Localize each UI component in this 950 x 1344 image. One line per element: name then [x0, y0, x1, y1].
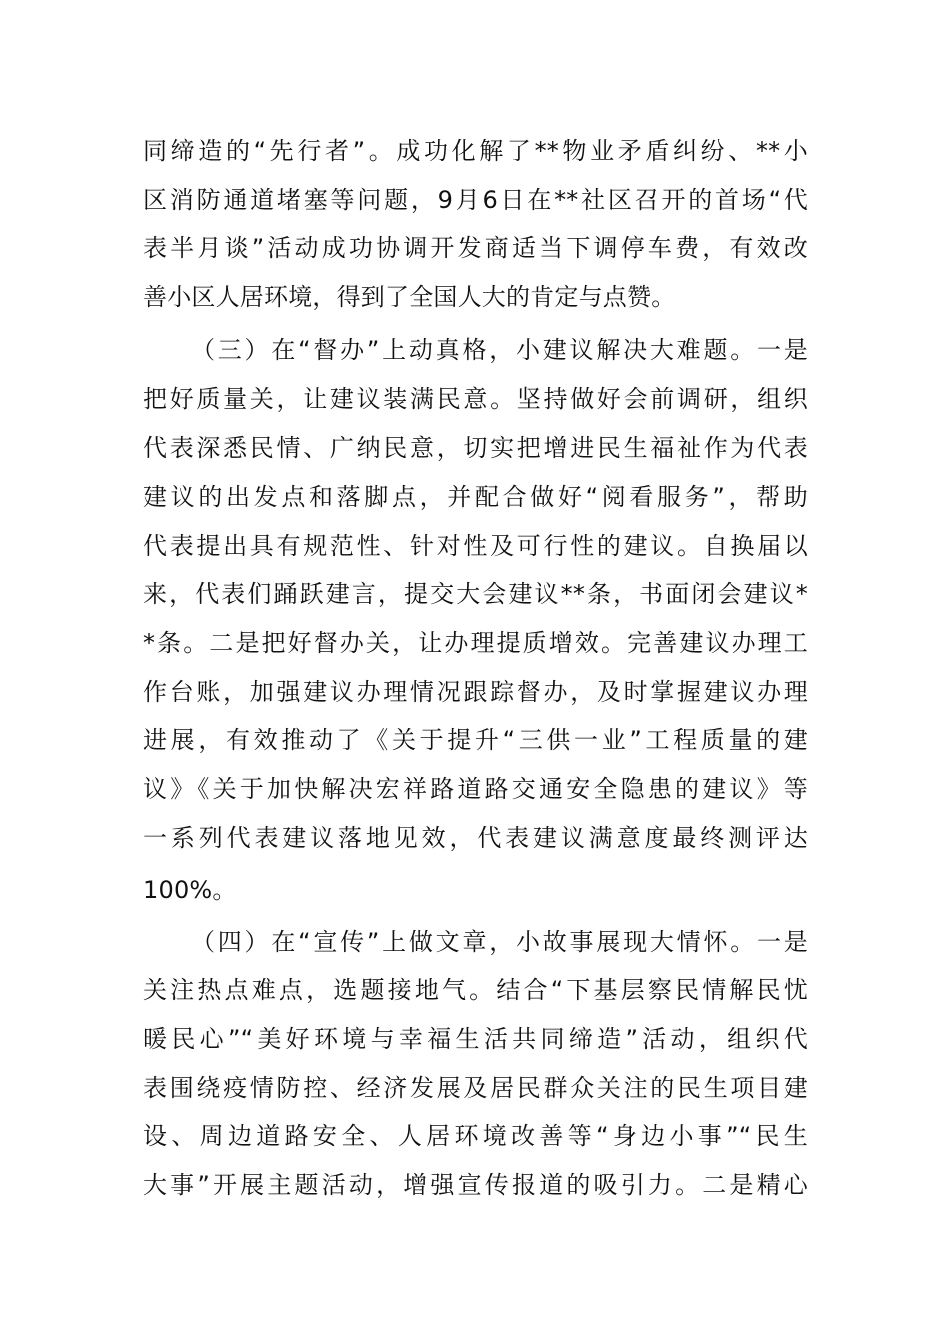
text-line: 大事”开展主题活动，增强宣传报道的吸引力。二是精心 — [143, 1171, 808, 1199]
text-line: 100%。 — [143, 876, 237, 904]
text-line: 议》《关于加快解决宏祥路道路交通安全隐患的建议》等 — [143, 775, 808, 803]
text-line: 来，代表们踊跃建言，提交大会建议**条，书面闭会建议* — [143, 580, 808, 608]
text-line: 建议的出发点和落脚点，并配合做好“阅看服务”，帮助 — [143, 483, 808, 511]
text-line: 代表提出具有规范性、针对性及可行性的建议。自换届以 — [143, 532, 808, 560]
text-line: 把好质量关，让建议装满民意。坚持做好会前调研，组织 — [143, 385, 808, 413]
section-heading-line: （三）在“督办”上动真格，小建议解决大难题。一是 — [191, 336, 808, 364]
text-line: 设、周边道路安全、人居环境改善等“身边小事”“民生 — [143, 1122, 808, 1150]
text-line: 表围绕疫情防控、经济发展及居民群众关注的民生项目建 — [143, 1074, 808, 1102]
text-line: 代表深悉民情、广纳民意，切实把增进民生福祉作为代表 — [143, 434, 808, 462]
text-line: 暖民心”“美好环境与幸福生活共同缔造”活动，组织代 — [143, 1025, 808, 1053]
text-line: 同缔造的“先行者”。成功化解了**物业矛盾纠纷、**小 — [143, 137, 808, 165]
text-line: 表半月谈”活动成功协调开发商适当下调停车费，有效改 — [143, 234, 808, 262]
text-line: 进展，有效推动了《关于提升“三供一业”工程质量的建 — [143, 726, 808, 754]
text-line: 一系列代表建议落地见效，代表建议满意度最终测评达 — [143, 824, 808, 852]
text-line: 区消防通道堵塞等问题，9月6日在**社区召开的首场“代 — [143, 186, 808, 214]
text-line: 关注热点难点，选题接地气。结合“下基层察民情解民忧 — [143, 976, 808, 1004]
section-heading-line: （四）在“宣传”上做文章，小故事展现大情怀。一是 — [191, 928, 808, 956]
text-line: 善小区人居环境，得到了全国人大的肯定与点赞。 — [143, 283, 676, 311]
text-line: 作台账，加强建议办理情况跟踪督办，及时掌握建议办理 — [143, 678, 808, 706]
text-line: *条。二是把好督办关，让办理提质增效。完善建议办理工 — [143, 629, 808, 657]
